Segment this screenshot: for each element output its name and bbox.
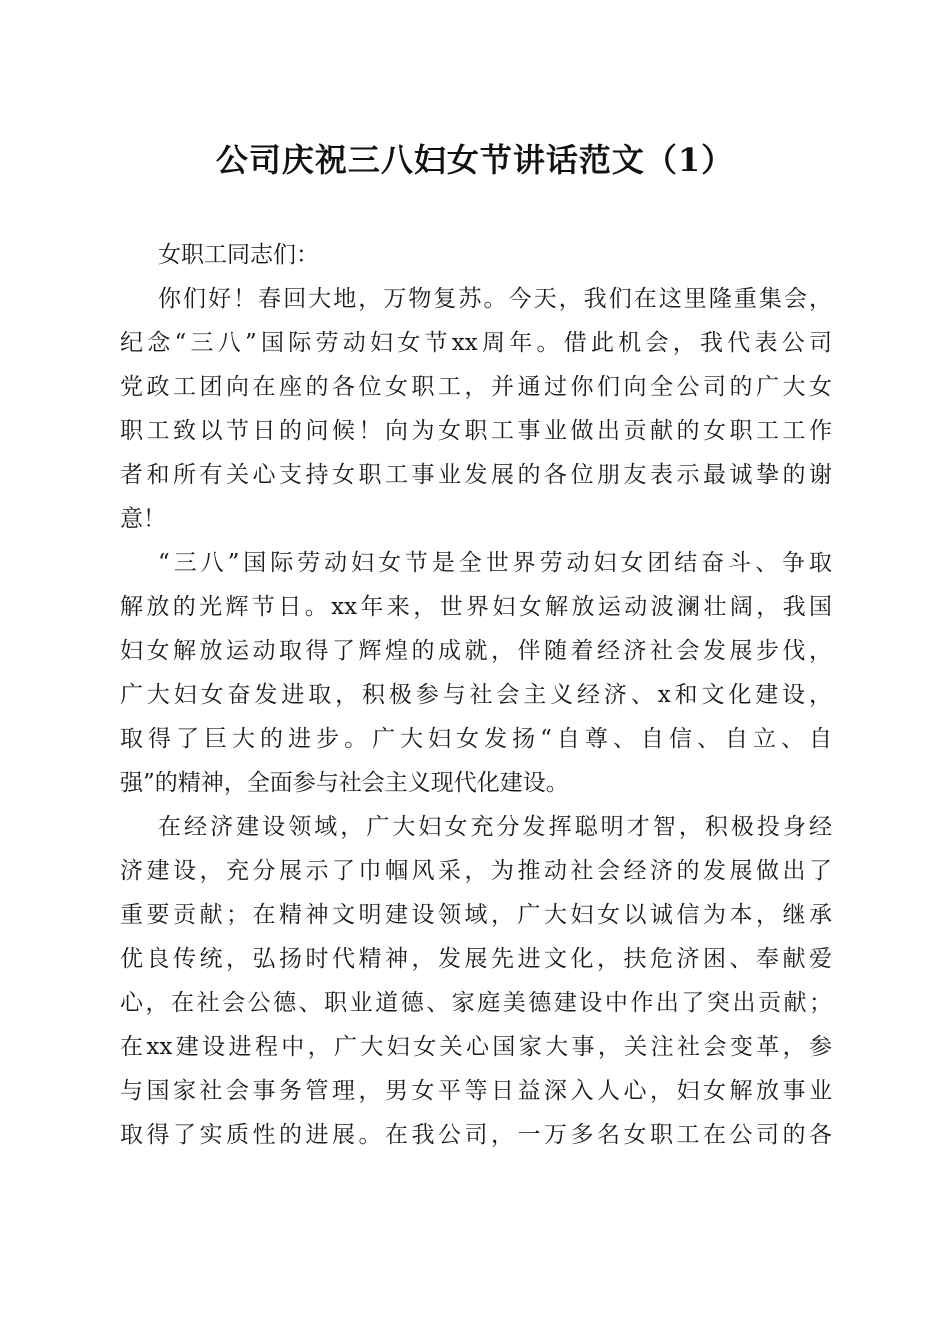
paragraph-1-line-4: 职工致以节日的问候！向为女职工事业做出贡献的女职工工作 — [120, 418, 832, 444]
paragraph-1-line-5: 者和所有关心支持女职工事业发展的各位朋友表示最诚挚的谢 — [120, 462, 832, 488]
paragraph-3-line-1: 在经济建设领域，广大妇女充分发挥聪明才智，积极投身经 — [158, 814, 832, 840]
paragraph-3-line-3: 重要贡献；在精神文明建设领域，广大妇女以诚信为本，继承 — [120, 902, 832, 928]
paragraph-3-line-8: 取得了实质性的进展。在我公司，一万多名女职工在公司的各 — [120, 1122, 832, 1148]
paragraph-1-line-1: 你们好！春回大地，万物复苏。今天，我们在这里隆重集会， — [158, 286, 832, 312]
paragraph-3-line-6: 在xx建设进程中，广大妇女关心国家大事，关注社会变革，参 — [120, 1034, 832, 1060]
paragraph-3-line-7: 与国家社会事务管理，男女平等日益深入人心，妇女解放事业 — [120, 1078, 832, 1104]
paragraph-2-line-3: 妇女解放运动取得了辉煌的成就，伴随着经济社会发展步伐， — [120, 638, 832, 664]
paragraph-2-line-6: 强”的精神，全面参与社会主义现代化建设。 — [120, 770, 569, 796]
paragraph-2-line-4: 广大妇女奋发进取，积极参与社会主义经济、x和文化建设， — [120, 682, 832, 708]
paragraph-1-line-3: 党政工团向在座的各位女职工，并通过你们向全公司的广大女 — [120, 374, 832, 400]
document-title: 公司庆祝三八妇女节讲话范文（1） — [215, 141, 735, 179]
salutation-line: 女职工同志们： — [158, 242, 319, 268]
paragraph-3-line-2: 济建设，充分展示了巾帼风采，为推动社会经济的发展做出了 — [120, 858, 832, 884]
paragraph-2-line-5: 取得了巨大的进步。广大妇女发扬“自尊、自信、自立、自 — [120, 726, 832, 752]
paragraph-3-line-5: 心，在社会公德、职业道德、家庭美德建设中作出了突出贡献； — [120, 990, 832, 1016]
paragraph-3-line-4: 优良传统，弘扬时代精神，发展先进文化，扶危济困、奉献爱 — [120, 946, 832, 972]
paragraph-2-line-2: 解放的光辉节日。xx年来，世界妇女解放运动波澜壮阔，我国 — [120, 594, 832, 620]
paragraph-2-line-1: “三八”国际劳动妇女节是全世界劳动妇女团结奋斗、争取 — [158, 550, 832, 576]
document-body — [120, 233, 832, 1157]
paragraph-1-line-2: 纪念“三八”国际劳动妇女节xx周年。借此机会，我代表公司 — [120, 330, 832, 356]
paragraph-1-line-6: 意！ — [120, 506, 166, 532]
